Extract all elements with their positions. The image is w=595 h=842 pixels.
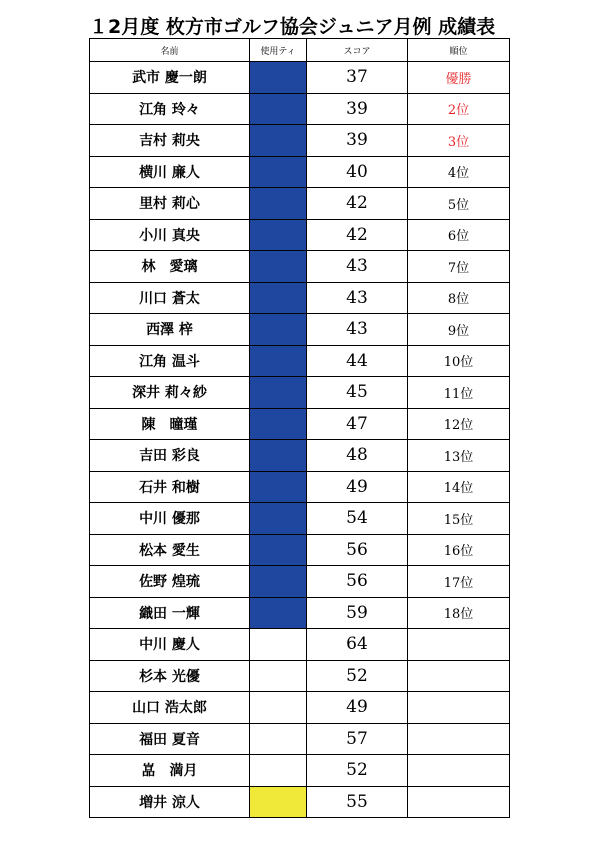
score: 64 [307, 629, 408, 661]
score: 56 [307, 566, 408, 598]
player-name: 里村 莉心 [90, 188, 250, 220]
tee-color-cell [250, 314, 307, 346]
rank: 11位 [408, 377, 510, 409]
player-name: 中川 慶人 [90, 629, 250, 661]
player-name: 横川 廉人 [90, 156, 250, 188]
tee-color-cell [250, 534, 307, 566]
player-name: 武市 慶一朗 [90, 62, 250, 94]
rank [408, 723, 510, 755]
rank: 17位 [408, 566, 510, 598]
table-row [90, 503, 510, 535]
table-row [90, 566, 510, 598]
rank: 15位 [408, 503, 510, 535]
table-row [90, 534, 510, 566]
tee-color-cell [250, 786, 307, 818]
rank: 優勝 [408, 62, 510, 94]
score: 56 [307, 534, 408, 566]
rank: 12位 [408, 408, 510, 440]
score: 43 [307, 314, 408, 346]
score: 52 [307, 660, 408, 692]
player-name: 吉田 彩良 [90, 440, 250, 472]
tee-color-cell [250, 377, 307, 409]
table-row [90, 692, 510, 724]
tee-color-cell [250, 219, 307, 251]
player-name: 増井 涼人 [90, 786, 250, 818]
tee-color-cell [250, 723, 307, 755]
table-row [90, 251, 510, 283]
results-table [89, 38, 510, 818]
rank [408, 660, 510, 692]
player-name: 嵓 満月 [90, 755, 250, 787]
score: 47 [307, 408, 408, 440]
header-rank: 順位 [408, 39, 510, 62]
table-row [90, 755, 510, 787]
tee-color-cell [250, 597, 307, 629]
header-tee: 使用ティ [250, 39, 307, 62]
player-name: 福田 夏音 [90, 723, 250, 755]
tee-color-cell [250, 471, 307, 503]
tee-color-cell [250, 629, 307, 661]
table-row [90, 597, 510, 629]
rank: 5位 [408, 188, 510, 220]
tee-color-cell [250, 692, 307, 724]
rank: 9位 [408, 314, 510, 346]
score: 39 [307, 93, 408, 125]
table-row [90, 219, 510, 251]
score: 44 [307, 345, 408, 377]
score: 43 [307, 251, 408, 283]
player-name: 佐野 煌琉 [90, 566, 250, 598]
rank: 2位 [408, 93, 510, 125]
rank: 14位 [408, 471, 510, 503]
player-name: 石井 和樹 [90, 471, 250, 503]
score: 49 [307, 692, 408, 724]
table-row [90, 440, 510, 472]
tee-color-cell [250, 125, 307, 157]
table-row [90, 314, 510, 346]
score: 55 [307, 786, 408, 818]
score: 40 [307, 156, 408, 188]
rank: 4位 [408, 156, 510, 188]
table-row [90, 377, 510, 409]
tee-color-cell [250, 566, 307, 598]
score: 54 [307, 503, 408, 535]
player-name: 吉村 莉央 [90, 125, 250, 157]
tee-color-cell [250, 156, 307, 188]
tee-color-cell [250, 188, 307, 220]
table-row [90, 93, 510, 125]
table-row [90, 471, 510, 503]
player-name: 山口 浩太郎 [90, 692, 250, 724]
table-row [90, 786, 510, 818]
rank: 6位 [408, 219, 510, 251]
score: 59 [307, 597, 408, 629]
rank [408, 755, 510, 787]
rank: 18位 [408, 597, 510, 629]
table-row [90, 629, 510, 661]
player-name: 松本 愛生 [90, 534, 250, 566]
score: 42 [307, 188, 408, 220]
score: 37 [307, 62, 408, 94]
tee-color-cell [250, 345, 307, 377]
score: 52 [307, 755, 408, 787]
header-name: 名前 [90, 39, 250, 62]
tee-color-cell [250, 62, 307, 94]
rank [408, 629, 510, 661]
player-name: 織田 一輝 [90, 597, 250, 629]
player-name: 小川 真央 [90, 219, 250, 251]
player-name: 川口 蒼太 [90, 282, 250, 314]
results-body [90, 62, 510, 818]
table-row [90, 62, 510, 94]
header-score: スコア [307, 39, 408, 62]
page-title: １2月度 枚方市ゴルフ協会ジュニア月例 成績表 [89, 16, 496, 38]
score: 49 [307, 471, 408, 503]
score: 43 [307, 282, 408, 314]
player-name: 江角 温斗 [90, 345, 250, 377]
player-name: 中川 優那 [90, 503, 250, 535]
score: 39 [307, 125, 408, 157]
tee-color-cell [250, 755, 307, 787]
table-row [90, 156, 510, 188]
table-row [90, 345, 510, 377]
player-name: 深井 莉々紗 [90, 377, 250, 409]
player-name: 江角 玲々 [90, 93, 250, 125]
tee-color-cell [250, 440, 307, 472]
rank: 3位 [408, 125, 510, 157]
score: 48 [307, 440, 408, 472]
player-name: 林 愛璃 [90, 251, 250, 283]
table-row [90, 188, 510, 220]
score: 45 [307, 377, 408, 409]
tee-color-cell [250, 93, 307, 125]
rank: 8位 [408, 282, 510, 314]
table-row [90, 408, 510, 440]
player-name: 陳 曈瑾 [90, 408, 250, 440]
tee-color-cell [250, 408, 307, 440]
player-name: 西澤 梓 [90, 314, 250, 346]
table-row [90, 282, 510, 314]
score: 42 [307, 219, 408, 251]
tee-color-cell [250, 660, 307, 692]
rank [408, 786, 510, 818]
rank: 13位 [408, 440, 510, 472]
rank [408, 692, 510, 724]
table-row [90, 660, 510, 692]
rank: 7位 [408, 251, 510, 283]
tee-color-cell [250, 282, 307, 314]
header-row [90, 39, 510, 62]
table-row [90, 125, 510, 157]
table-row [90, 723, 510, 755]
tee-color-cell [250, 251, 307, 283]
rank: 10位 [408, 345, 510, 377]
rank: 16位 [408, 534, 510, 566]
player-name: 杉本 光優 [90, 660, 250, 692]
tee-color-cell [250, 503, 307, 535]
score: 57 [307, 723, 408, 755]
